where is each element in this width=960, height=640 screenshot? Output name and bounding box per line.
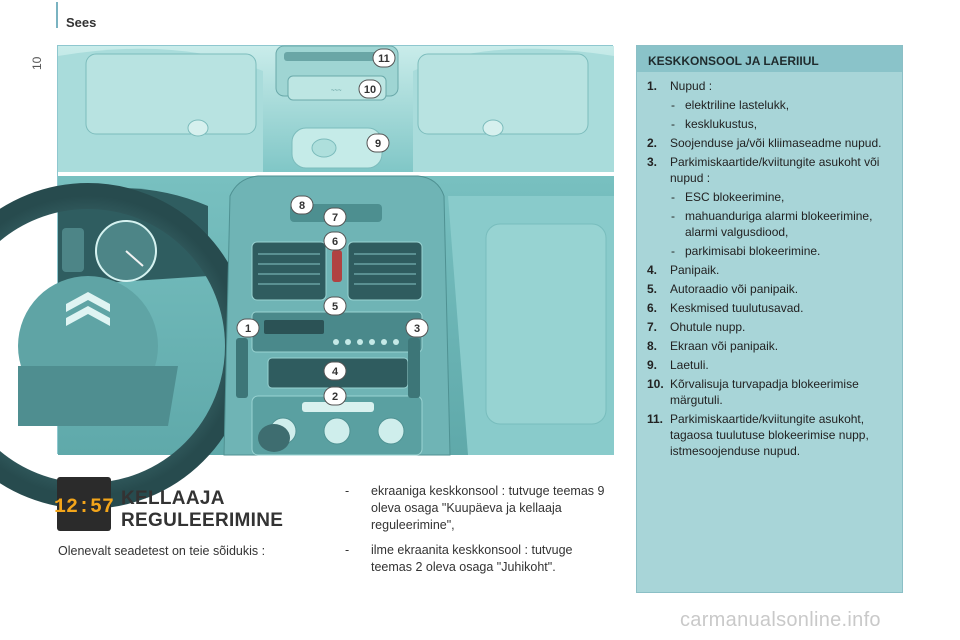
- callout-3-label: 3: [413, 323, 421, 335]
- legend-item-2: [647, 135, 892, 151]
- callout-10: [359, 80, 381, 98]
- callout-6: [324, 232, 346, 250]
- legend-subitem: - mahuanduriga alarmi blokeerimine, alarmi valgusdiood,: [670, 208, 892, 240]
- legend-item-10: [647, 376, 892, 408]
- svg-text:~~~: ~~~: [331, 88, 342, 94]
- legend-item-6: [647, 300, 892, 316]
- legend-subitem: - ESC blokeerimine,: [670, 189, 892, 205]
- section-accent-bar: [56, 2, 58, 28]
- legend-number: 3.: [647, 155, 658, 169]
- callout-3: [406, 319, 428, 337]
- section-label: Sees: [66, 15, 97, 30]
- legend-item-3: [647, 154, 892, 259]
- callout-11-label: 11: [378, 53, 390, 65]
- legend-item-1: [647, 78, 892, 132]
- legend-item-5: [647, 281, 892, 297]
- legend-text: Ekraan või panipaik.: [670, 339, 779, 353]
- legend-text: Keskmised tuulutusavad.: [670, 301, 804, 315]
- legend-number: 1.: [647, 79, 658, 93]
- dashboard-illustration: [0, 176, 614, 496]
- legend-number: 4.: [647, 263, 658, 277]
- callout-2: [324, 387, 346, 405]
- legend-text: Nupud :: [670, 79, 713, 93]
- legend-number: 8.: [647, 339, 658, 353]
- legend-item-11: [647, 411, 892, 459]
- ceiling-console-illustration: [58, 46, 614, 176]
- clock-display-icon: [53, 477, 115, 531]
- panel-title: KESKKONSOOL JA LAERIIUL: [637, 46, 902, 72]
- legend-item-8: [647, 338, 892, 354]
- clock-section-title: [121, 488, 283, 532]
- legend-number: 6.: [647, 301, 658, 315]
- legend-text: Kõrvalisuja turvapadja blokeerimise märgutuli.: [670, 377, 859, 407]
- clock-display-value: 12:57: [53, 496, 115, 519]
- callout-8-label: 8: [298, 200, 306, 212]
- legend-text: Soojenduse ja/või kliimaseadme nupud.: [670, 136, 882, 150]
- legend-subitem: - kesklukustus,: [670, 116, 892, 132]
- legend-text: Panipaik.: [670, 263, 720, 277]
- legend-subitem: - elektriline lastelukk,: [670, 97, 892, 113]
- callout-9-label: 9: [374, 138, 382, 150]
- callout-2-label: 2: [331, 391, 339, 403]
- legend-number: 10.: [647, 377, 664, 391]
- clock-title-line2: REGULEERIMINE: [121, 510, 284, 531]
- callout-11: [373, 49, 395, 67]
- legend-text: Ohutule nupp.: [670, 320, 746, 334]
- callout-5: [324, 297, 346, 315]
- console-legend-panel: [636, 45, 903, 593]
- legend-subitem: - parkimisabi blokeerimine.: [670, 243, 892, 259]
- legend-text: Parkimiskaartide/kviitungite asukoht, tagaosa tuulutuse blokeerimise nupp, istmesoojenduse nupud.: [670, 412, 869, 458]
- callout-8: [291, 196, 313, 214]
- legend-number: 5.: [647, 282, 658, 296]
- legend-text: Laetuli.: [670, 358, 709, 372]
- callout-1: [237, 319, 259, 337]
- legend-text: Autoraadio või panipaik.: [670, 282, 799, 296]
- legend-text: Parkimiskaartide/kviitungite asukoht või nupud :: [670, 155, 880, 185]
- callout-9: [367, 134, 389, 152]
- legend-list: [637, 72, 902, 459]
- callout-7: [324, 208, 346, 226]
- legend-item-4: [647, 262, 892, 278]
- callout-6-label: 6: [331, 236, 339, 248]
- dashboard-figure: [57, 45, 613, 454]
- legend-number: 7.: [647, 320, 658, 334]
- page-number: 10: [30, 56, 44, 70]
- callout-7-label: 7: [331, 212, 339, 224]
- callout-4-label: 4: [331, 366, 339, 378]
- legend-item-7: [647, 319, 892, 335]
- callout-4: [324, 362, 346, 380]
- callout-1-label: 1: [244, 323, 252, 335]
- legend-number: 11.: [647, 412, 664, 426]
- callout-10-label: 10: [363, 84, 377, 96]
- callout-5-label: 5: [331, 301, 339, 313]
- legend-number: 9.: [647, 358, 658, 372]
- legend-item-9: [647, 357, 892, 373]
- clock-intro-text: Olenevalt seadetest on teie sõidukis :: [58, 544, 266, 558]
- watermark-text: carmanualsonline.info: [680, 609, 881, 631]
- clock-options-list: [345, 483, 610, 584]
- clock-option: - ilme ekraanita keskkonsool : tutvuge teemas 2 oleva osaga "Juhikoht".: [345, 542, 610, 576]
- clock-option: - ekraaniga keskkonsool : tutvuge teemas 9 oleva osaga "Kuupäeva ja kellaaja reguleerimine",: [345, 483, 610, 534]
- clock-title-line1: KELLAAJA: [121, 488, 225, 509]
- legend-number: 2.: [647, 136, 658, 150]
